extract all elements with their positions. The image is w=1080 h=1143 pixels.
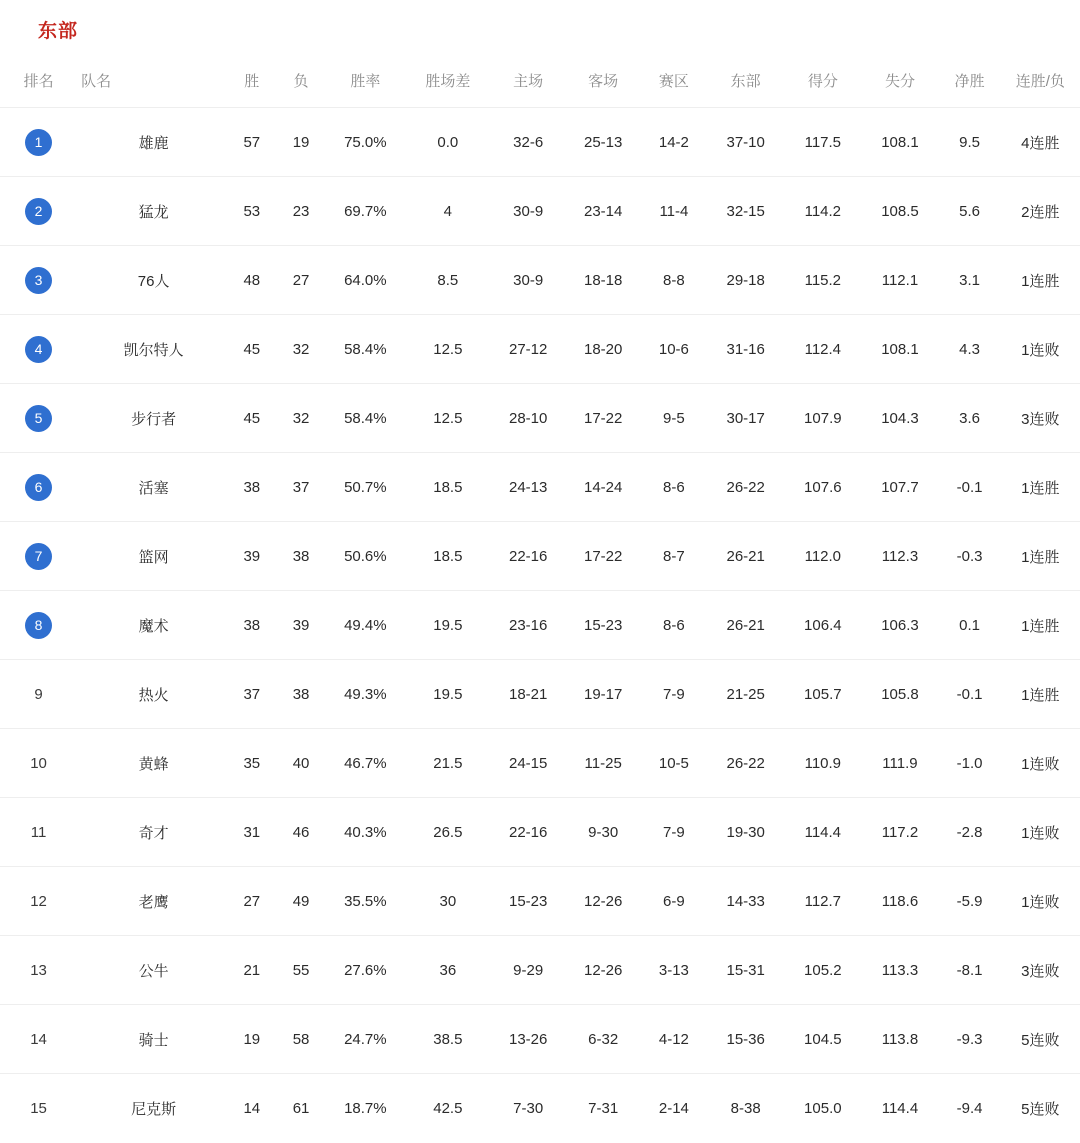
cell-point-diff: -0.3 bbox=[939, 522, 1001, 591]
cell-points-against: 104.3 bbox=[861, 384, 938, 453]
cell-conference-record: 29-18 bbox=[707, 246, 784, 315]
cell-conference-record: 26-21 bbox=[707, 591, 784, 660]
cell-rank bbox=[0, 177, 77, 246]
table-header-row bbox=[0, 58, 1080, 108]
cell-conference-record: 26-22 bbox=[707, 729, 784, 798]
cell-losses: 32 bbox=[276, 384, 325, 453]
cell-points-for: 107.9 bbox=[784, 384, 861, 453]
cell-win-pct: 50.6% bbox=[326, 522, 405, 591]
cell-home-record: 30-9 bbox=[491, 177, 566, 246]
cell-point-diff: 5.6 bbox=[939, 177, 1001, 246]
cell-wins: 38 bbox=[227, 591, 276, 660]
cell-team-name[interactable]: 猛龙 bbox=[77, 177, 227, 246]
cell-points-against: 112.1 bbox=[861, 246, 938, 315]
cell-rank bbox=[0, 108, 77, 177]
cell-games-behind: 19.5 bbox=[405, 660, 491, 729]
cell-point-diff: -9.4 bbox=[939, 1074, 1001, 1143]
cell-losses: 46 bbox=[276, 798, 325, 867]
cell-games-behind: 8.5 bbox=[405, 246, 491, 315]
cell-point-diff: 9.5 bbox=[939, 108, 1001, 177]
cell-conference-record: 26-21 bbox=[707, 522, 784, 591]
cell-wins: 37 bbox=[227, 660, 276, 729]
cell-points-against: 108.5 bbox=[861, 177, 938, 246]
cell-points-against: 118.6 bbox=[861, 867, 938, 936]
cell-team-name[interactable]: 活塞 bbox=[77, 453, 227, 522]
table-row[interactable] bbox=[0, 315, 1080, 384]
cell-points-against: 111.9 bbox=[861, 729, 938, 798]
cell-home-record: 24-13 bbox=[491, 453, 566, 522]
column-header-away[interactable]: 客场 bbox=[566, 58, 641, 108]
cell-away-record: 25-13 bbox=[566, 108, 641, 177]
cell-points-for: 115.2 bbox=[784, 246, 861, 315]
cell-team-name[interactable]: 奇才 bbox=[77, 798, 227, 867]
cell-points-for: 104.5 bbox=[784, 1005, 861, 1074]
cell-streak: 1连胜 bbox=[1001, 522, 1080, 591]
cell-points-against: 117.2 bbox=[861, 798, 938, 867]
column-header-points-against[interactable]: 失分 bbox=[861, 58, 938, 108]
cell-streak: 1连胜 bbox=[1001, 660, 1080, 729]
cell-away-record: 14-24 bbox=[566, 453, 641, 522]
cell-losses: 39 bbox=[276, 591, 325, 660]
rank-badge: 5 bbox=[25, 405, 52, 432]
cell-losses: 27 bbox=[276, 246, 325, 315]
cell-conference-record: 15-31 bbox=[707, 936, 784, 1005]
cell-games-behind: 19.5 bbox=[405, 591, 491, 660]
cell-games-behind: 36 bbox=[405, 936, 491, 1005]
table-row[interactable] bbox=[0, 177, 1080, 246]
rank-badge: 6 bbox=[25, 474, 52, 501]
cell-home-record: 24-15 bbox=[491, 729, 566, 798]
cell-wins: 53 bbox=[227, 177, 276, 246]
cell-win-pct: 58.4% bbox=[326, 384, 405, 453]
cell-losses: 40 bbox=[276, 729, 325, 798]
cell-losses: 49 bbox=[276, 867, 325, 936]
cell-point-diff: -0.1 bbox=[939, 453, 1001, 522]
cell-games-behind: 18.5 bbox=[405, 453, 491, 522]
cell-streak: 1连败 bbox=[1001, 315, 1080, 384]
cell-win-pct: 64.0% bbox=[326, 246, 405, 315]
rank-number: 10 bbox=[30, 754, 47, 772]
cell-games-behind: 4 bbox=[405, 177, 491, 246]
cell-wins: 45 bbox=[227, 315, 276, 384]
cell-away-record: 11-25 bbox=[566, 729, 641, 798]
cell-win-pct: 69.7% bbox=[326, 177, 405, 246]
cell-away-record: 12-26 bbox=[566, 936, 641, 1005]
cell-losses: 23 bbox=[276, 177, 325, 246]
cell-team-name[interactable]: 老鹰 bbox=[77, 867, 227, 936]
cell-team-name[interactable]: 凯尔特人 bbox=[77, 315, 227, 384]
cell-games-behind: 12.5 bbox=[405, 384, 491, 453]
cell-team-name[interactable]: 尼克斯 bbox=[77, 1074, 227, 1143]
cell-wins: 45 bbox=[227, 384, 276, 453]
cell-wins: 21 bbox=[227, 936, 276, 1005]
cell-losses: 61 bbox=[276, 1074, 325, 1143]
cell-team-name[interactable]: 黄蜂 bbox=[77, 729, 227, 798]
rank-badge: 8 bbox=[25, 612, 52, 639]
cell-point-diff: 3.6 bbox=[939, 384, 1001, 453]
cell-division-record: 8-6 bbox=[641, 453, 707, 522]
cell-points-for: 107.6 bbox=[784, 453, 861, 522]
cell-division-record: 3-13 bbox=[641, 936, 707, 1005]
cell-team-name[interactable]: 篮网 bbox=[77, 522, 227, 591]
cell-games-behind: 21.5 bbox=[405, 729, 491, 798]
cell-division-record: 14-2 bbox=[641, 108, 707, 177]
cell-streak: 5连败 bbox=[1001, 1074, 1080, 1143]
column-header-win-pct[interactable]: 胜率 bbox=[326, 58, 405, 108]
table-row[interactable] bbox=[0, 1005, 1080, 1074]
cell-away-record: 17-22 bbox=[566, 384, 641, 453]
page-title: 东部 bbox=[38, 20, 79, 42]
rank-badge: 1 bbox=[25, 129, 52, 156]
cell-division-record: 8-8 bbox=[641, 246, 707, 315]
rank-number: 13 bbox=[30, 961, 47, 979]
cell-win-pct: 50.7% bbox=[326, 453, 405, 522]
column-header-home[interactable]: 主场 bbox=[491, 58, 566, 108]
cell-home-record: 32-6 bbox=[491, 108, 566, 177]
cell-win-pct: 27.6% bbox=[326, 936, 405, 1005]
table-row[interactable] bbox=[0, 108, 1080, 177]
cell-streak: 1连胜 bbox=[1001, 591, 1080, 660]
cell-division-record: 11-4 bbox=[641, 177, 707, 246]
cell-points-for: 114.2 bbox=[784, 177, 861, 246]
cell-streak: 1连败 bbox=[1001, 867, 1080, 936]
cell-games-behind: 42.5 bbox=[405, 1074, 491, 1143]
cell-points-for: 114.4 bbox=[784, 798, 861, 867]
cell-home-record: 22-16 bbox=[491, 798, 566, 867]
cell-streak: 1连胜 bbox=[1001, 246, 1080, 315]
cell-conference-record: 15-36 bbox=[707, 1005, 784, 1074]
table-row[interactable] bbox=[0, 453, 1080, 522]
cell-rank bbox=[0, 867, 77, 936]
cell-rank bbox=[0, 936, 77, 1005]
cell-division-record: 6-9 bbox=[641, 867, 707, 936]
cell-wins: 57 bbox=[227, 108, 276, 177]
rank-number: 9 bbox=[34, 685, 43, 703]
cell-losses: 32 bbox=[276, 315, 325, 384]
rank-badge: 7 bbox=[25, 543, 52, 570]
column-header-games-behind[interactable]: 胜场差 bbox=[405, 58, 491, 108]
cell-streak: 2连胜 bbox=[1001, 177, 1080, 246]
cell-win-pct: 24.7% bbox=[326, 1005, 405, 1074]
cell-conference-record: 31-16 bbox=[707, 315, 784, 384]
cell-conference-record: 32-15 bbox=[707, 177, 784, 246]
cell-conference-record: 19-30 bbox=[707, 798, 784, 867]
cell-win-pct: 58.4% bbox=[326, 315, 405, 384]
table-row[interactable] bbox=[0, 660, 1080, 729]
cell-away-record: 23-14 bbox=[566, 177, 641, 246]
cell-home-record: 18-21 bbox=[491, 660, 566, 729]
cell-rank bbox=[0, 453, 77, 522]
table-row[interactable] bbox=[0, 1074, 1080, 1143]
cell-points-against: 113.8 bbox=[861, 1005, 938, 1074]
column-header-points-for[interactable]: 得分 bbox=[784, 58, 861, 108]
table-row[interactable] bbox=[0, 522, 1080, 591]
cell-win-pct: 49.4% bbox=[326, 591, 405, 660]
cell-point-diff: 3.1 bbox=[939, 246, 1001, 315]
cell-points-against: 105.8 bbox=[861, 660, 938, 729]
page-header bbox=[0, 0, 1080, 58]
cell-division-record: 9-5 bbox=[641, 384, 707, 453]
cell-point-diff: -1.0 bbox=[939, 729, 1001, 798]
cell-conference-record: 21-25 bbox=[707, 660, 784, 729]
cell-wins: 35 bbox=[227, 729, 276, 798]
cell-point-diff: -8.1 bbox=[939, 936, 1001, 1005]
cell-rank bbox=[0, 798, 77, 867]
cell-home-record: 9-29 bbox=[491, 936, 566, 1005]
cell-away-record: 17-22 bbox=[566, 522, 641, 591]
rank-number: 11 bbox=[30, 823, 47, 841]
cell-division-record: 7-9 bbox=[641, 660, 707, 729]
cell-conference-record: 30-17 bbox=[707, 384, 784, 453]
cell-team-name[interactable]: 公牛 bbox=[77, 936, 227, 1005]
table-row[interactable] bbox=[0, 798, 1080, 867]
table-row[interactable] bbox=[0, 867, 1080, 936]
cell-division-record: 2-14 bbox=[641, 1074, 707, 1143]
cell-conference-record: 14-33 bbox=[707, 867, 784, 936]
cell-games-behind: 30 bbox=[405, 867, 491, 936]
cell-away-record: 7-31 bbox=[566, 1074, 641, 1143]
rank-number: 15 bbox=[30, 1099, 47, 1117]
cell-rank bbox=[0, 1005, 77, 1074]
cell-away-record: 19-17 bbox=[566, 660, 641, 729]
rank-number: 12 bbox=[30, 892, 47, 910]
cell-rank bbox=[0, 315, 77, 384]
cell-team-name[interactable]: 76人 bbox=[77, 246, 227, 315]
table-row[interactable] bbox=[0, 591, 1080, 660]
cell-rank bbox=[0, 522, 77, 591]
cell-games-behind: 18.5 bbox=[405, 522, 491, 591]
cell-losses: 19 bbox=[276, 108, 325, 177]
column-header-losses[interactable]: 负 bbox=[276, 58, 325, 108]
cell-home-record: 27-12 bbox=[491, 315, 566, 384]
cell-points-for: 112.4 bbox=[784, 315, 861, 384]
cell-team-name[interactable]: 热火 bbox=[77, 660, 227, 729]
cell-losses: 55 bbox=[276, 936, 325, 1005]
cell-wins: 27 bbox=[227, 867, 276, 936]
cell-points-for: 105.0 bbox=[784, 1074, 861, 1143]
cell-wins: 31 bbox=[227, 798, 276, 867]
cell-point-diff: -9.3 bbox=[939, 1005, 1001, 1074]
cell-away-record: 15-23 bbox=[566, 591, 641, 660]
cell-points-for: 110.9 bbox=[784, 729, 861, 798]
cell-games-behind: 0.0 bbox=[405, 108, 491, 177]
cell-points-for: 105.7 bbox=[784, 660, 861, 729]
cell-wins: 48 bbox=[227, 246, 276, 315]
cell-team-name[interactable]: 步行者 bbox=[77, 384, 227, 453]
cell-losses: 37 bbox=[276, 453, 325, 522]
cell-win-pct: 75.0% bbox=[326, 108, 405, 177]
cell-losses: 58 bbox=[276, 1005, 325, 1074]
cell-division-record: 8-7 bbox=[641, 522, 707, 591]
cell-point-diff: -2.8 bbox=[939, 798, 1001, 867]
cell-points-against: 112.3 bbox=[861, 522, 938, 591]
cell-conference-record: 26-22 bbox=[707, 453, 784, 522]
cell-streak: 4连胜 bbox=[1001, 108, 1080, 177]
rank-number: 14 bbox=[30, 1030, 47, 1048]
cell-streak: 1连败 bbox=[1001, 729, 1080, 798]
cell-away-record: 12-26 bbox=[566, 867, 641, 936]
cell-win-pct: 49.3% bbox=[326, 660, 405, 729]
cell-rank bbox=[0, 384, 77, 453]
cell-division-record: 7-9 bbox=[641, 798, 707, 867]
cell-home-record: 7-30 bbox=[491, 1074, 566, 1143]
cell-wins: 14 bbox=[227, 1074, 276, 1143]
cell-home-record: 22-16 bbox=[491, 522, 566, 591]
cell-win-pct: 35.5% bbox=[326, 867, 405, 936]
cell-point-diff: -0.1 bbox=[939, 660, 1001, 729]
cell-rank bbox=[0, 660, 77, 729]
column-header-team[interactable]: 队名 bbox=[77, 58, 227, 108]
cell-home-record: 15-23 bbox=[491, 867, 566, 936]
cell-points-for: 117.5 bbox=[784, 108, 861, 177]
cell-point-diff: 4.3 bbox=[939, 315, 1001, 384]
column-header-streak[interactable]: 连胜/负 bbox=[1001, 58, 1080, 108]
cell-wins: 39 bbox=[227, 522, 276, 591]
cell-rank bbox=[0, 246, 77, 315]
cell-point-diff: -5.9 bbox=[939, 867, 1001, 936]
cell-games-behind: 12.5 bbox=[405, 315, 491, 384]
cell-home-record: 30-9 bbox=[491, 246, 566, 315]
standings-table bbox=[0, 58, 1080, 1143]
cell-losses: 38 bbox=[276, 522, 325, 591]
cell-games-behind: 26.5 bbox=[405, 798, 491, 867]
cell-team-name[interactable]: 魔术 bbox=[77, 591, 227, 660]
table-body bbox=[0, 108, 1080, 1143]
cell-conference-record: 8-38 bbox=[707, 1074, 784, 1143]
cell-points-for: 112.0 bbox=[784, 522, 861, 591]
cell-conference-record: 37-10 bbox=[707, 108, 784, 177]
cell-division-record: 8-6 bbox=[641, 591, 707, 660]
table-row[interactable] bbox=[0, 729, 1080, 798]
cell-points-against: 107.7 bbox=[861, 453, 938, 522]
column-header-conference[interactable]: 东部 bbox=[707, 58, 784, 108]
cell-rank bbox=[0, 729, 77, 798]
cell-division-record: 10-6 bbox=[641, 315, 707, 384]
cell-home-record: 28-10 bbox=[491, 384, 566, 453]
table-row[interactable] bbox=[0, 384, 1080, 453]
cell-win-pct: 46.7% bbox=[326, 729, 405, 798]
cell-points-for: 105.2 bbox=[784, 936, 861, 1005]
cell-streak: 3连败 bbox=[1001, 384, 1080, 453]
column-header-wins[interactable]: 胜 bbox=[227, 58, 276, 108]
cell-division-record: 4-12 bbox=[641, 1005, 707, 1074]
cell-home-record: 23-16 bbox=[491, 591, 566, 660]
rank-badge: 2 bbox=[25, 198, 52, 225]
cell-away-record: 18-18 bbox=[566, 246, 641, 315]
cell-wins: 19 bbox=[227, 1005, 276, 1074]
cell-losses: 38 bbox=[276, 660, 325, 729]
cell-team-name[interactable]: 雄鹿 bbox=[77, 108, 227, 177]
table-row[interactable] bbox=[0, 246, 1080, 315]
column-header-point-diff[interactable]: 净胜 bbox=[939, 58, 1001, 108]
cell-points-against: 108.1 bbox=[861, 315, 938, 384]
cell-points-against: 114.4 bbox=[861, 1074, 938, 1143]
cell-away-record: 6-32 bbox=[566, 1005, 641, 1074]
cell-rank bbox=[0, 1074, 77, 1143]
column-header-division[interactable]: 赛区 bbox=[641, 58, 707, 108]
cell-points-against: 106.3 bbox=[861, 591, 938, 660]
cell-streak: 5连败 bbox=[1001, 1005, 1080, 1074]
cell-points-for: 106.4 bbox=[784, 591, 861, 660]
cell-streak: 1连胜 bbox=[1001, 453, 1080, 522]
table-header bbox=[0, 58, 1080, 108]
cell-points-against: 108.1 bbox=[861, 108, 938, 177]
cell-streak: 3连败 bbox=[1001, 936, 1080, 1005]
cell-division-record: 10-5 bbox=[641, 729, 707, 798]
cell-games-behind: 38.5 bbox=[405, 1005, 491, 1074]
cell-away-record: 18-20 bbox=[566, 315, 641, 384]
cell-point-diff: 0.1 bbox=[939, 591, 1001, 660]
cell-wins: 38 bbox=[227, 453, 276, 522]
rank-badge: 4 bbox=[25, 336, 52, 363]
cell-win-pct: 40.3% bbox=[326, 798, 405, 867]
rank-badge: 3 bbox=[25, 267, 52, 294]
cell-away-record: 9-30 bbox=[566, 798, 641, 867]
cell-points-for: 112.7 bbox=[784, 867, 861, 936]
cell-win-pct: 18.7% bbox=[326, 1074, 405, 1143]
column-header-rank[interactable]: 排名 bbox=[0, 58, 77, 108]
cell-points-against: 113.3 bbox=[861, 936, 938, 1005]
table-row[interactable] bbox=[0, 936, 1080, 1005]
cell-streak: 1连败 bbox=[1001, 798, 1080, 867]
cell-rank bbox=[0, 591, 77, 660]
cell-home-record: 13-26 bbox=[491, 1005, 566, 1074]
cell-team-name[interactable]: 骑士 bbox=[77, 1005, 227, 1074]
